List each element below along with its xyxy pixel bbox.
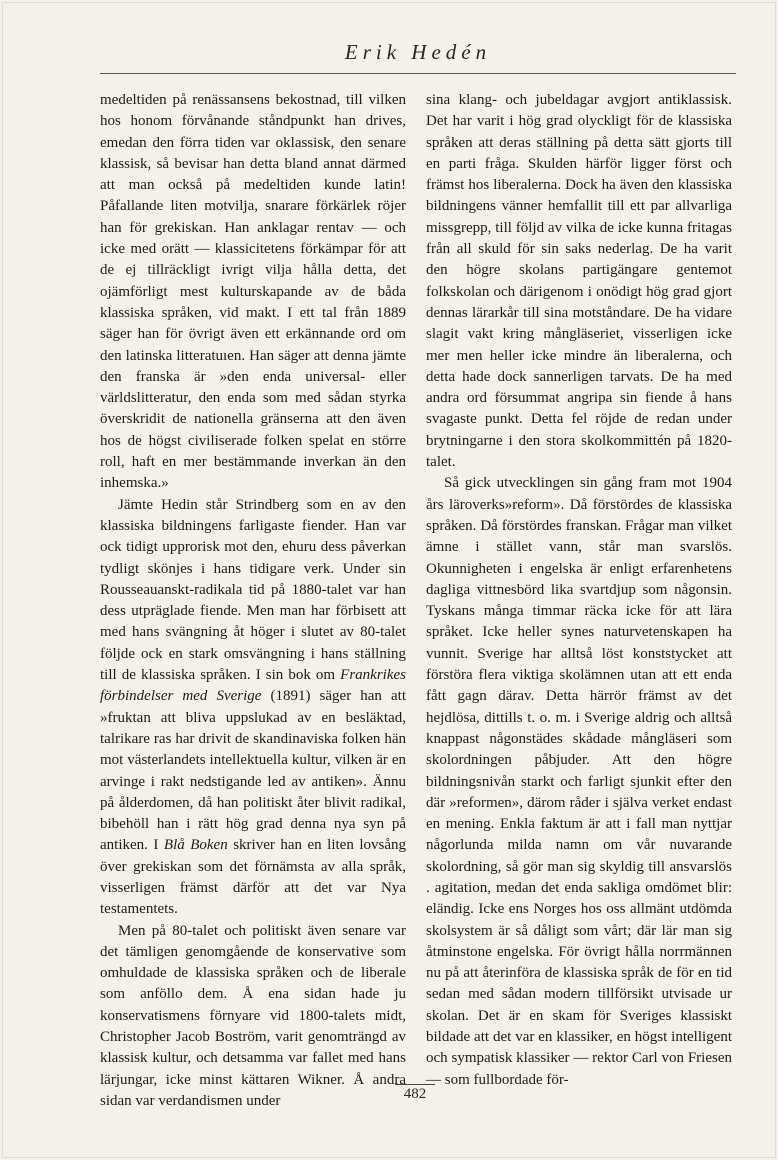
right-column <box>426 90 732 1091</box>
left-paragraph-2-text-c: skriver han en liten lovsång över grekiskan som det förnämsta av alla språk, visserligen främst därför att det var Nya testamentets. <box>100 837 406 918</box>
right-paragraph-1: sina klang- och jubeldagar avgjort antiklassisk. Det har varit i hög grad olyckligt för de klassiska språken att deras ställning på detta sätt gjorts till en parti fråga. Skulden härför ligger först och främst hos liberalerna. Dock ha även den klassiska bildningens vänner hemfallit till ett par allvarliga missgrepp, till följd av vilka de icke kunna fritagas från all skuld för sin saks nederlag. De ha varit den högre skolans partigängare gentemot folkskolan och därigenom i onödigt hög grad gjort dennas lärarkår till sina motståndare. De ha vidare slagit vakt kring mångläseriet, visserligen icke mer men heller icke mindre än liberalerna, och detta hade dock sannerligen tarvats. De ha med andra ord försummat angripa sin fiende å hans svagaste punkt. Detta fel röjde de redan under brytningarne i den stora skolkommittén på 1820-talet. <box>426 92 732 471</box>
footer-rule <box>395 1084 435 1085</box>
book-title-frankrikes: Frankrikes förbindelser med Sverige <box>100 667 406 705</box>
left-paragraph-2-text-a: Jämte Hedin står Strindberg som en av den klassiska bildningens farligaste fiender. Han var ock tidigt upprorisk mot den, ehuru dess påverkan tydligt skönjes i hans tidigare verk. Under sin Rousseauanskt-radikala tid på 1880-talet var han dess utpräglade fiende. Men man har förbisett att med hans svängning åt höger i slutet av 80-talet följde ock en stark omsvängning i hans ställning till de klassiska språken. I sin bok om <box>100 496 406 684</box>
book-title-bla-boken: Blå Boken <box>163 837 228 854</box>
left-column <box>100 90 406 1112</box>
left-paragraph-2 <box>100 495 406 921</box>
header-rule <box>100 73 736 74</box>
running-header: Erik Hedén <box>344 40 492 64</box>
right-paragraph-2: Så gick utvecklingen sin gång fram mot 1904 års läroverks»reform». Då förstördes de klassiska språken. Då förstördes franskan. Frågar man vilket ämne i stället vann, står man svarslös. Okunnigheten i engelska är enligt erfarenhetens dagliga vittnesbörd lika svartdjup som någonsin. Tyskans många timmar räcka icke för att lära språket. Icke heller synes naturvetenskapen ha vunnit. Sverige har alltså löst konststycket att förstöra flera viktiga skolämnen utan att ett enda fått gagn därav. Detta härrör främst av det hejdlösa, dittills t. o. m. i Sverige aldrig och alltså knappast någonstädes skådade mångläseri som skolordningen påbjuder. Att den högre bildningsnivån starkt och farligt sjunkit efter den där »reformen», därom råder i själva verket endast en mening. Enkla faktum är att i fall man nyttjar någorlunda milda namn om vår nuvarande skolordning, så gör man sig skyldig till ansvarslös . agitation, medan det enda sakliga omdömet blir: eländig. Icke ens Norges hos oss allmänt utdömda skolsystem är så dåligt som vårt; där lär man sig åtminstone engelska. För övrigt hålla norrmännen nu på att återinföra de klassiska språk de för en tid sedan med sådan modern tillförsikt utvisade ur skolan. Det är en skam för Sveriges klassiskt bildade att det var en klassiker, en högst intelligent och sympatisk klassiker — rektor Carl von Friesen — som fullbordade för- <box>426 475 732 1088</box>
page-number: 482 <box>403 1086 427 1102</box>
left-paragraph-3: Men på 80-talet och politiskt även senare var det tämligen genomgående de konservative som omhuldade de klassiska språken och de liberale som anföllo dem. Å ena sidan hade ju konservatismens förnyare vid 1800-talets midt, Christopher Jacob Boström, varit genomträngd av klassisk kultur, och detsamma var fallet med hans lärjungar, icke minst kättaren Wikner. Å andra sidan var verdandismen under <box>100 922 406 1109</box>
left-paragraph-1: medeltiden på renässansens bekostnad, till vilken hos honom förvånande ståndpunkt han drives, emedan den förra tiden var oklassisk, den senare klassisk, så bevisar han detta bland annat därmed att man också på medeltiden kunde latin! Påfallande liten motvilja, snarare förkärlek röjer han för grekiskan. Han anklagar rentav — och icke med orätt — klassicitetens förkämpar för att de ej tillräckligt ivrigt vilja hålla detta, det ojämförligt mest kulturskapande av de båda klassiska språken, vid makt. I ett tal från 1889 säger han för övrigt även ett erkännande ord om den latinska litteratuıen. Han säger att denna jämte den franska är »den enda universal- eller världslitteratur, den enda som med sådan styrka överskridit de nationella gränserna att den även hos de högst civiliserade folken spelat en större roll, haft en mer bestämmande inverkan än den inhemska.» <box>100 92 406 492</box>
left-paragraph-2-text-b: (1891) säger han att »fruktan att bliva uppslukad av en besläktad, talrikare ras har drivit de skandinaviska folken hän mot västerlandets intellektuella kultur, vilken är en arvinge i rakt nedstigande led av antiken». Ännu på ålderdomen, då han politiskt åter blivit radikal, bibehöll han i rätt hög grad denna nya syn på antiken. I <box>100 688 406 854</box>
